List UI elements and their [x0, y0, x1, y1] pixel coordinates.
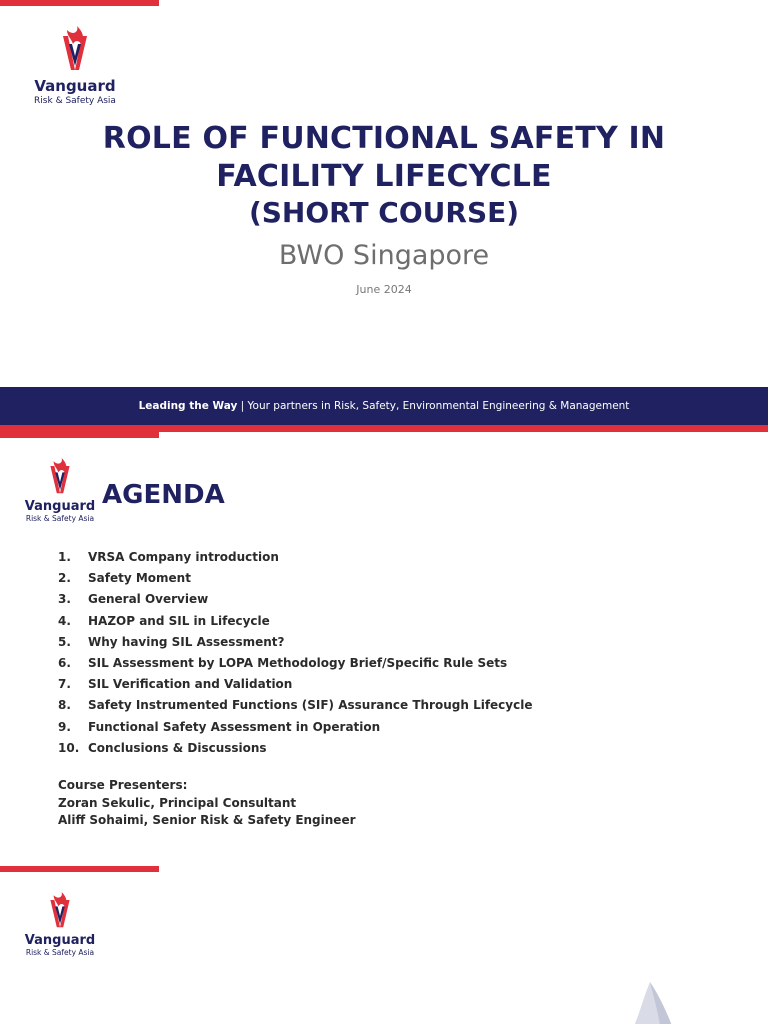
next-slide-partial — [0, 866, 768, 1024]
agenda-item-text: SIL Assessment by LOPA Methodology Brief/Specific Rule Sets — [88, 656, 508, 671]
agenda-heading: AGENDA — [102, 480, 225, 510]
agenda-item — [58, 674, 738, 695]
cover-subtitle: (SHORT COURSE) — [248, 196, 520, 229]
agenda-item — [58, 589, 738, 610]
agenda-item-number: 2. — [58, 571, 71, 586]
agenda-item-number: 9. — [58, 719, 71, 734]
agenda-item — [58, 632, 738, 653]
logo-tagline: Risk & Safety Asia — [25, 514, 95, 523]
agenda-item — [58, 568, 738, 589]
agenda-item — [58, 611, 738, 632]
agenda-item-number: 1. — [58, 550, 71, 564]
vanguard-logo — [20, 458, 100, 523]
agenda-item — [58, 738, 738, 759]
agenda-item — [58, 695, 738, 716]
cover-title-line1: ROLE OF FUNCTIONAL SAFETY IN — [102, 121, 666, 156]
agenda-item-text: Safety Moment — [88, 571, 191, 586]
agenda-item-number: 10. — [58, 740, 80, 755]
agenda-item-number: 8. — [58, 698, 71, 713]
top-red-bar — [0, 432, 159, 438]
agenda-item-number: 4. — [58, 613, 71, 628]
decorative-sail-icon — [628, 982, 678, 1024]
logo-tagline: Risk & Safety Asia — [25, 948, 95, 957]
vanguard-flame-icon — [57, 26, 93, 76]
agenda-item — [58, 653, 738, 674]
cover-footer-band — [0, 387, 768, 425]
logo-brand-name: Vanguard — [34, 77, 116, 95]
vanguard-flame-icon — [45, 892, 75, 932]
logo-brand-name: Vanguard — [24, 499, 96, 514]
agenda-item-text: Functional Safety Assessment in Operation — [88, 719, 381, 734]
vanguard-logo — [20, 892, 100, 957]
agenda-item-number: 3. — [58, 592, 71, 607]
cover-footer-red-strip — [0, 425, 768, 432]
footer-tagline: | Your partners in Risk, Safety, Environmental Engineering & Management — [237, 400, 630, 412]
agenda-item-text: Why having SIL Assessment? — [88, 634, 285, 649]
agenda-item-text: HAZOP and SIL in Lifecycle — [88, 613, 270, 628]
agenda-item-text: Conclusions & Discussions — [88, 740, 267, 755]
agenda-item-text: VRSA Company introduction — [88, 550, 279, 564]
logo-tagline: Risk & Safety Asia — [34, 96, 116, 106]
agenda-item-number: 7. — [58, 677, 71, 692]
agenda-item-text: SIL Verification and Validation — [88, 677, 293, 692]
cover-title-line2: FACILITY LIFECYCLE — [216, 159, 552, 194]
presenter-1: Zoran Sekulic, Principal Consultant — [58, 795, 297, 810]
agenda-list — [58, 547, 738, 759]
agenda-item — [58, 717, 738, 738]
agenda-item-text: Safety Instrumented Functions (SIF) Assurance Through Lifecycle — [88, 698, 533, 713]
cover-date: June 2024 — [356, 283, 412, 296]
cover-slide — [0, 0, 768, 432]
top-red-bar — [0, 0, 159, 6]
logo-brand-name: Vanguard — [24, 933, 96, 948]
vanguard-logo — [27, 26, 123, 107]
presenter-2: Aliff Sohaimi, Senior Risk & Safety Engineer — [58, 813, 356, 827]
top-red-bar — [0, 866, 159, 872]
agenda-slide — [0, 432, 768, 866]
cover-client: BWO Singapore — [278, 240, 490, 271]
agenda-item-number: 6. — [58, 656, 71, 671]
presenters-label: Course Presenters: — [58, 778, 188, 792]
agenda-item-number: 5. — [58, 634, 71, 649]
agenda-item-text: General Overview — [88, 592, 209, 607]
course-presenters — [58, 777, 356, 830]
vanguard-flame-icon — [45, 458, 75, 498]
agenda-item — [58, 547, 738, 568]
footer-slogan: Leading the Way — [138, 400, 238, 412]
cover-title-block — [0, 120, 768, 296]
